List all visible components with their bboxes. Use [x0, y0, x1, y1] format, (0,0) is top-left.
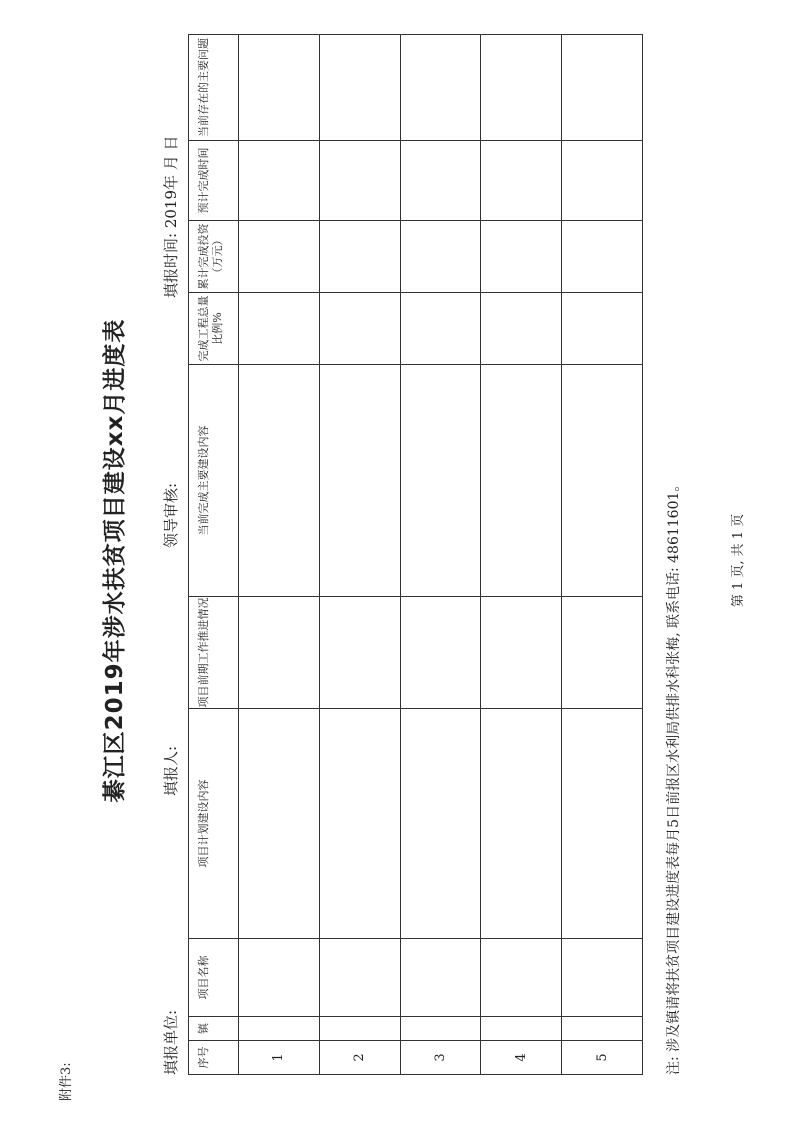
table-cell [400, 1017, 481, 1041]
reporter-label: 填报人: [162, 745, 180, 796]
table-cell [481, 365, 562, 597]
table-cell [562, 35, 643, 141]
table-cell [562, 939, 643, 1017]
table-cell [562, 221, 643, 293]
table-cell [400, 221, 481, 293]
table-cell [239, 141, 320, 221]
report-date-label: 填报时间: 2019年 月 日 [162, 135, 180, 298]
document-title: 綦江区2019年涉水扶贫项目建设xx月进度表 [102, 318, 128, 803]
header-preliminary-work: 项目前期工作推进情况 [189, 597, 239, 709]
table-row [319, 35, 400, 1075]
table-cell [400, 141, 481, 221]
table-row [239, 35, 320, 1075]
header-town: 镇 [189, 1017, 239, 1041]
row-index-cell: 5 [562, 1041, 643, 1075]
table-row [481, 35, 562, 1075]
table-cell [400, 709, 481, 939]
table-cell [481, 35, 562, 141]
table-cell [319, 597, 400, 709]
table-cell [562, 365, 643, 597]
header-project-name: 项目名称 [189, 939, 239, 1017]
page-number: 第 1 页, 共 1 页 [731, 513, 746, 608]
table-row [400, 35, 481, 1075]
table-cell [481, 597, 562, 709]
table-cell [400, 939, 481, 1017]
table-cell [319, 939, 400, 1017]
table-cell [562, 1017, 643, 1041]
header-planned-content: 项目计划建设内容 [189, 709, 239, 939]
attachment-label: 附件3: [59, 1062, 74, 1101]
table-cell [562, 597, 643, 709]
header-index: 序号 [189, 1041, 239, 1075]
table-cell [319, 365, 400, 597]
header-completed-content: 当前完成主要建设内容 [189, 365, 239, 597]
table-header-row [189, 35, 239, 1075]
row-index-cell: 2 [319, 1041, 400, 1075]
table-cell [239, 365, 320, 597]
table-cell [400, 597, 481, 709]
reporting-unit-label: 填报单位: [162, 1009, 180, 1075]
table-cell [319, 1017, 400, 1041]
table-cell [319, 709, 400, 939]
table-cell [481, 1017, 562, 1041]
progress-table [188, 34, 643, 1075]
row-index-cell: 3 [400, 1041, 481, 1075]
header-main-issues: 当前存在的主要问题 [189, 35, 239, 141]
row-index-cell: 1 [239, 1041, 320, 1075]
table-cell [239, 597, 320, 709]
table-cell [481, 939, 562, 1017]
table-cell [400, 365, 481, 597]
table-cell [239, 709, 320, 939]
table-cell [481, 141, 562, 221]
table-cell [562, 293, 643, 365]
table-cell [319, 35, 400, 141]
header-completion-ratio: 完成工程总量比例% [189, 293, 239, 365]
table-cell [239, 1017, 320, 1041]
table-cell [562, 709, 643, 939]
table-cell [239, 939, 320, 1017]
header-investment: 累计完成投资（万元） [189, 221, 239, 293]
table-cell [319, 141, 400, 221]
table-cell [400, 35, 481, 141]
table-cell [400, 293, 481, 365]
table-cell [481, 293, 562, 365]
table-cell [481, 221, 562, 293]
table-cell [481, 709, 562, 939]
table-cell [562, 141, 643, 221]
footnote: 注: 涉及镇请将扶贫项目建设进度表每月5日前报区水利局供排水科张梅, 联系电话: 48611601。 [666, 477, 682, 1075]
table-cell [239, 221, 320, 293]
reviewer-label: 领导审核: [162, 482, 180, 548]
table-cell [319, 293, 400, 365]
row-index-cell: 4 [481, 1041, 562, 1075]
table-cell [319, 221, 400, 293]
table-cell [239, 35, 320, 141]
header-expected-completion: 预计完成时间 [189, 141, 239, 221]
table-cell [239, 293, 320, 365]
table-row [562, 35, 643, 1075]
